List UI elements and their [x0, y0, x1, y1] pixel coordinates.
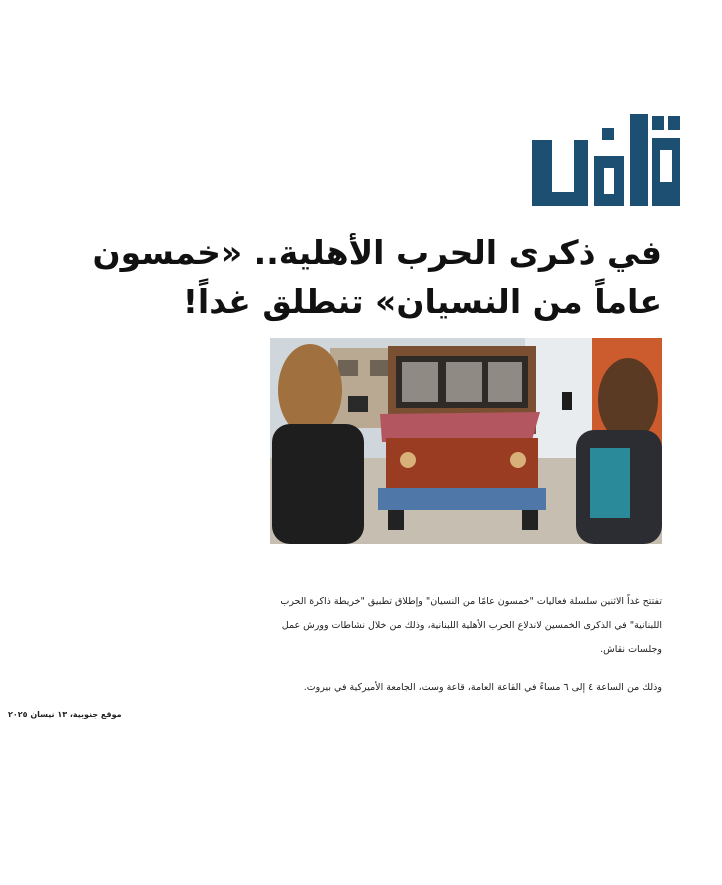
janoubia-logo — [528, 110, 684, 215]
source-credit: موقع جنوبية، ١٣ نيسان ٢٠٢٥ — [8, 710, 122, 719]
paragraph-1: تفتتح غداً الاثنين سلسلة فعاليات "خمسون عامًا من النسيان" وإطلاق تطبيق "خريطة ذاكرة الحرب اللبنانية" في الذكرى الخمسين لاندلاع الحرب الأهلية اللبنانية، وذلك من خلال نشاطات وورش عمل وجلسات نقاش. — [280, 596, 662, 655]
paragraph-2: وذلك من الساعة ٤ إلى ٦ مساءً في القاعة العامة، قاعة وست، الجامعة الأميركية في بيروت. — [303, 682, 662, 693]
headline: في ذكرى الحرب الأهلية.. «خمسون عاماً من النسيان» تنطلق غداً! — [92, 233, 662, 321]
article-photo — [270, 338, 662, 544]
article-body — [270, 590, 662, 700]
